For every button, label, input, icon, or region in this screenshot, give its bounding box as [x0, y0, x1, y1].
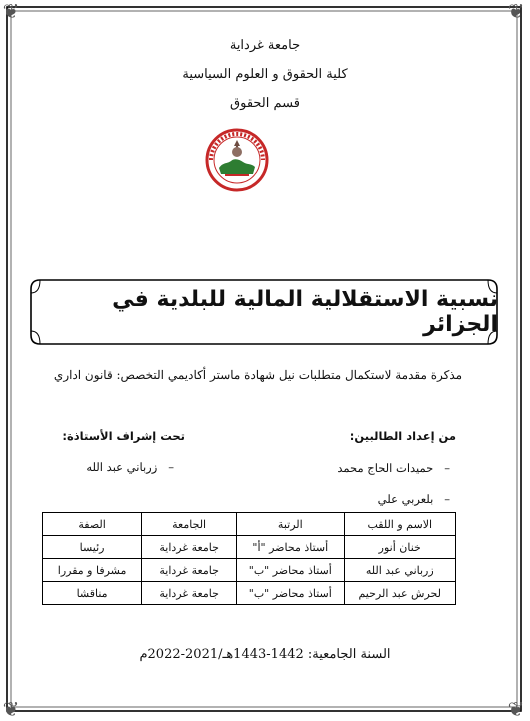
jury-table	[42, 512, 456, 605]
table-cell: أستاذ محاضر "ب"	[237, 582, 344, 605]
students-label: من إعداد الطالبين:	[349, 429, 456, 443]
page-border	[6, 6, 522, 712]
university-name: جامعة غرداية	[229, 38, 301, 53]
column-header: الاسم و اللقب	[344, 513, 456, 536]
table-cell: جامعة غرداية	[142, 536, 237, 559]
memo-description: مذكرة مقدمة لاستكمال متطلبات نيل شهادة ماستر أكاديمي التخصص: قانون اداري	[53, 368, 463, 382]
table-row	[43, 536, 456, 559]
academic-year: السنة الجامعية: 1442-1443هـ/2021-2022م	[139, 647, 391, 662]
table-cell: مناقشا	[43, 582, 142, 605]
table-cell: جامعة غرداية	[142, 582, 237, 605]
table-header-row	[43, 513, 456, 536]
corner-ornament-icon: ❦	[507, 697, 525, 721]
table-row	[43, 582, 456, 605]
corner-ornament-icon: ❦	[2, 697, 20, 721]
corner-ornament-icon: ❦	[507, 0, 525, 23]
bullet-dash-icon: –	[157, 460, 174, 474]
column-header: الرتبة	[237, 513, 344, 536]
department-name: قسم الحقوق	[230, 96, 300, 111]
table-cell: خنان أنور	[344, 536, 456, 559]
memoir-title: نسبية الاستقلالية المالية للبلدية في الجزائر	[112, 287, 498, 337]
faculty-name: كلية الحقوق و العلوم السياسية	[182, 67, 348, 82]
table-cell: لحرش عبد الرحيم	[344, 582, 456, 605]
table-row	[43, 559, 456, 582]
corner-ornament-icon: ❦	[2, 0, 20, 23]
student-name-2: – بلعربي علي	[377, 492, 450, 506]
bullet-dash-icon: –	[433, 461, 450, 475]
table-cell: مشرفا و مقررا	[43, 559, 142, 582]
table-cell: جامعة غرداية	[142, 559, 237, 582]
column-header: الجامعة	[142, 513, 237, 536]
university-logo	[205, 128, 269, 192]
bullet-dash-icon: –	[433, 492, 450, 506]
table-cell: زرباني عبد الله	[344, 559, 456, 582]
supervisor-label: تحت إشراف الأستاذة:	[62, 429, 185, 443]
table-cell: أستاذ محاضر "أ"	[237, 536, 344, 559]
student-name-1: – حميدات الحاج محمد	[337, 461, 450, 475]
table-cell: أستاذ محاضر "ب"	[237, 559, 344, 582]
supervisor-name: – زرباني عبد الله	[86, 460, 174, 474]
column-header: الصفة	[43, 513, 142, 536]
table-cell: رئيسا	[43, 536, 142, 559]
